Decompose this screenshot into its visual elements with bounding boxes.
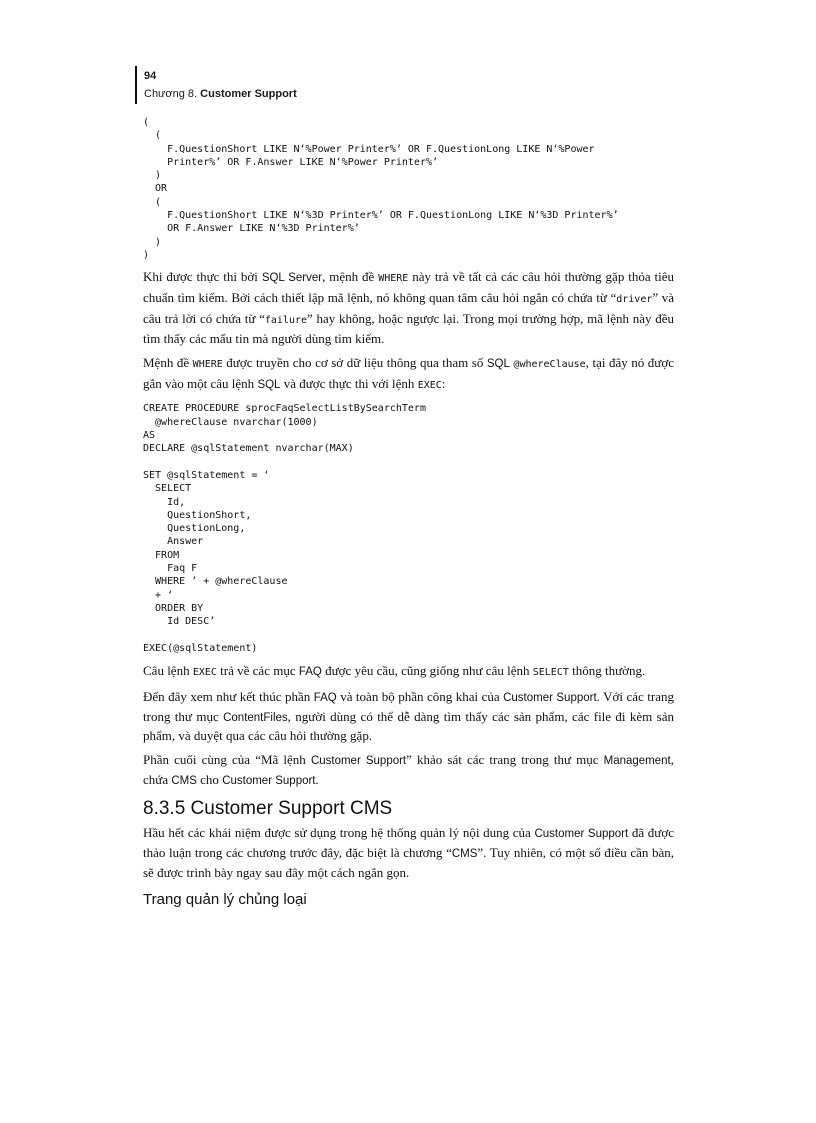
page-content <box>143 116 674 908</box>
paragraph-faq-end: Đến đây xem như kết thúc phần FAQ và toàn bộ phần công khai của Customer Support. Với các trang trong thư mục ContentFiles, người dùng có thể dễ dàng tìm thấy các sản phẩm, các file đi kèm sản phẩm, và duyệt qua các câu hỏi thường gặp. <box>143 688 674 744</box>
paragraph-cms-intro: Hầu hết các khái niệm được sử dụng trong hệ thống quản lý nội dung của Customer Support đã được thảo luận trong các chương trước đây, đặc biệt là chương “CMS”. Tuy nhiên, có một số điều cần bàn, sẽ được trình bày ngay sau đây một cách ngắn gọn. <box>143 825 674 880</box>
paragraph-exec-result: Câu lệnh EXEC trả về các mục FAQ được yêu cầu, cũng giống như câu lệnh SELECT thông thường. <box>143 663 646 679</box>
page-number: 94 <box>144 70 157 82</box>
subsection-heading: Trang quản lý chủng loại <box>143 891 307 909</box>
header-rule <box>135 66 137 104</box>
paragraph-where-param: Mệnh đề WHERE được truyền cho cơ sở dữ liệu thông qua tham số SQL @whereClause, tại đây nó được gắn vào một câu lệnh SQL và được thực thi với lệnh EXEC: <box>143 355 674 391</box>
running-head <box>144 88 297 100</box>
code-block-stored-procedure: CREATE PROCEDURE sprocFaqSelectListBySearchTerm @whereClause nvarchar(1000) AS DECLARE @sqlStatement nvarchar(MAX) SET @sqlStatement = ‘ SELECT Id, QuestionShort, QuestionLong, Answer FROM Faq F WHERE ’ + @whereClause + ‘ ORDER BY Id DESC’ EXEC(@sqlStatement) <box>143 403 426 654</box>
section-heading: 8.3.5 Customer Support CMS <box>143 798 393 820</box>
chapter-title: Customer Support <box>200 88 297 100</box>
paragraph-management-intro: Phần cuối cùng của “Mã lệnh Customer Support” khảo sát các trang trong thư mục Management, chứa CMS cho Customer Support. <box>143 751 674 787</box>
paragraph-where-explanation: Khi được thực thi bởi SQL Server, mệnh đề WHERE này trả về tất cả các câu hỏi thường gặp thỏa tiêu chuẩn tìm kiếm. Bởi cách thiết lập mã lệnh, nó không quan tâm câu hỏi ngắn có chứa từ “driver” và câu trả lời có chứa từ “failure” hay không, hoặc ngược lại. Trong mọi trường hợp, mã lệnh này đều tìm thấy các mẩu tin mà người dùng tìm kiếm. <box>143 269 675 347</box>
code-block-where-clause: ( ( F.QuestionShort LIKE N‘%Power Printer%’ OR F.QuestionLong LIKE N‘%Power Printer%’ OR F.Answer LIKE N‘%Power Printer%’ ) OR ( F.QuestionShort LIKE N‘%3D Printer%’ OR F.QuestionLong LIKE N‘%3D Printer%’ OR F.Answer LIKE N‘%3D Printer%’ ) ) <box>143 117 619 261</box>
chapter-prefix: Chương 8. <box>144 88 201 100</box>
